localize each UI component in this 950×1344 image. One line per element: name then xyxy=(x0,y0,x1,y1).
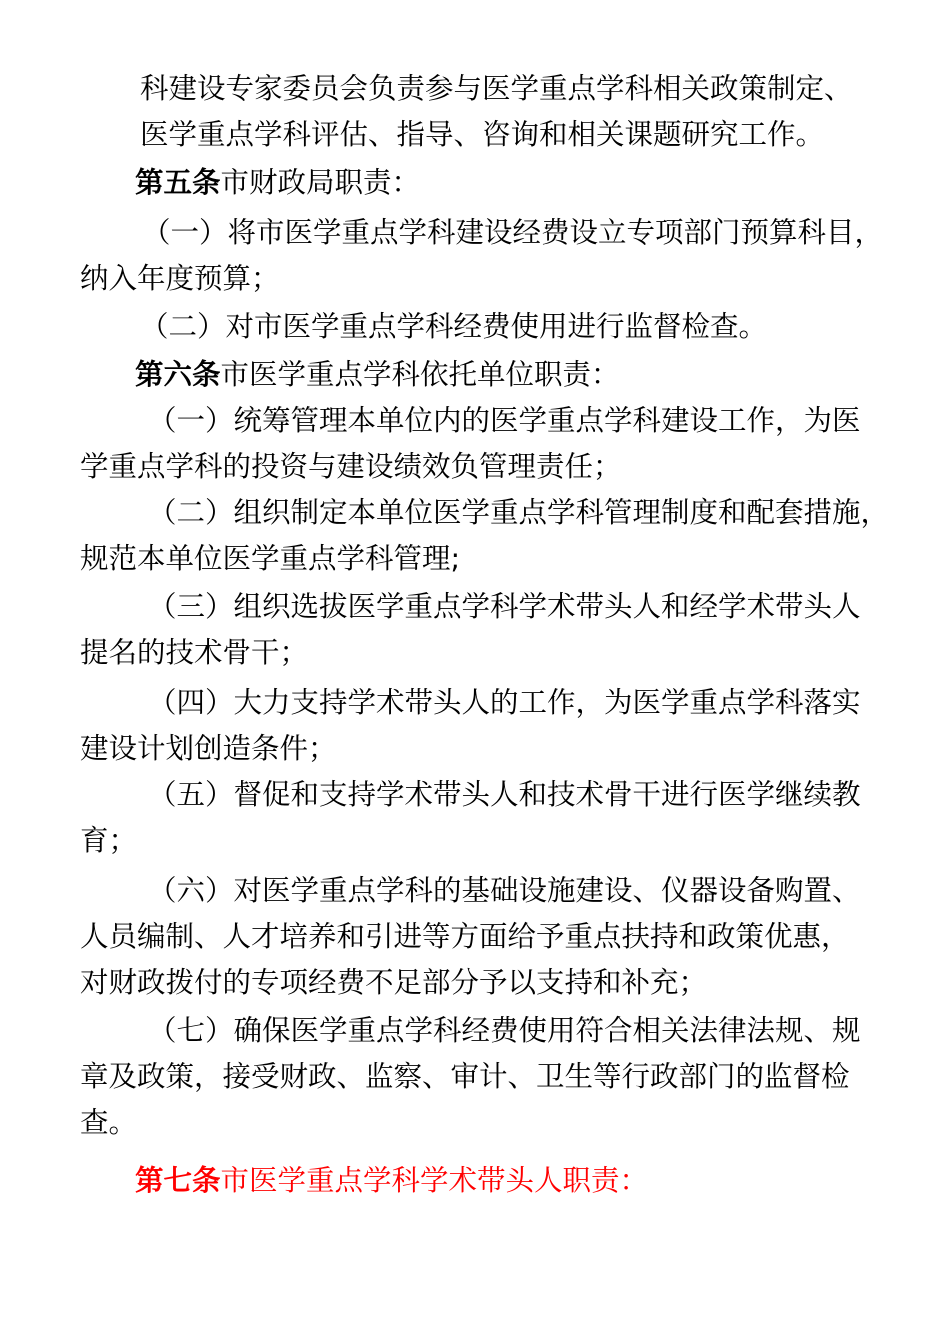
text-line: 育； xyxy=(80,824,138,857)
text-line: （四）大力支持学术带头人的工作，为医学重点学科落实 xyxy=(148,686,861,719)
text-line: （一）将市医学重点学科建设经费设立专项部门预算科目， xyxy=(142,216,884,249)
text-line: （二）对市医学重点学科经费使用进行监督检查。 xyxy=(140,310,768,343)
text-line: （六）对医学重点学科的基础设施建设、仪器设备购置、 xyxy=(148,874,861,907)
article-6-item-1 xyxy=(80,398,880,490)
article-5-item-1 xyxy=(80,210,884,302)
text-line: 人员编制、人才培养和引进等方面给予重点扶持和政策优惠， xyxy=(80,920,850,953)
text-line: 纳入年度预算； xyxy=(80,262,280,295)
article-6-item-4 xyxy=(80,680,880,772)
text-line: （一）统筹管理本单位内的医学重点学科建设工作，为医 xyxy=(148,404,861,437)
article-5-item-2 xyxy=(140,304,940,350)
article-6-item-3 xyxy=(80,584,880,676)
article-7-heading xyxy=(135,1158,935,1204)
article-6-item-5 xyxy=(80,772,880,864)
text-line: 科建设专家委员会负责参与医学重点学科相关政策制定、 xyxy=(140,72,853,105)
article-title: 市财政局职责： xyxy=(220,166,421,199)
article-6-heading xyxy=(135,352,935,398)
text-line: 对财政拨付的专项经费不足部分予以支持和补充； xyxy=(80,966,708,999)
paragraph-continuation xyxy=(140,66,940,158)
article-title: 市医学重点学科依托单位职责： xyxy=(220,358,620,391)
article-6-item-2 xyxy=(80,490,890,582)
article-6-item-6 xyxy=(80,868,880,1006)
text-line: 章及政策，接受财政、监察、审计、卫生等行政部门的监督检 xyxy=(80,1060,850,1093)
article-title: 市医学重点学科学术带头人职责： xyxy=(220,1164,649,1197)
article-6-item-7 xyxy=(80,1008,880,1146)
text-line: 医学重点学科评估、指导、咨询和相关课题研究工作。 xyxy=(140,118,825,151)
text-line: （七）确保医学重点学科经费使用符合相关法律法规、规 xyxy=(148,1014,861,1047)
text-line: 查。 xyxy=(80,1106,138,1139)
text-line: 提名的技术骨干； xyxy=(80,636,309,669)
text-line: 规范本单位医学重点学科管理; xyxy=(80,542,461,575)
article-label: 第六条 xyxy=(135,358,221,391)
text-line: （二）组织制定本单位医学重点学科管理制度和配套措施， xyxy=(148,496,890,529)
text-line: （三）组织选拔医学重点学科学术带头人和经学术带头人 xyxy=(148,590,861,623)
text-line: 建设计划创造条件； xyxy=(80,732,337,765)
article-label: 第七条 xyxy=(135,1164,221,1197)
article-label: 第五条 xyxy=(135,166,221,199)
text-line: 学重点学科的投资与建设绩效负管理责任； xyxy=(80,450,622,483)
text-line: （五）督促和支持学术带头人和技术骨干进行医学继续教 xyxy=(148,778,861,811)
article-5-heading xyxy=(135,160,935,206)
